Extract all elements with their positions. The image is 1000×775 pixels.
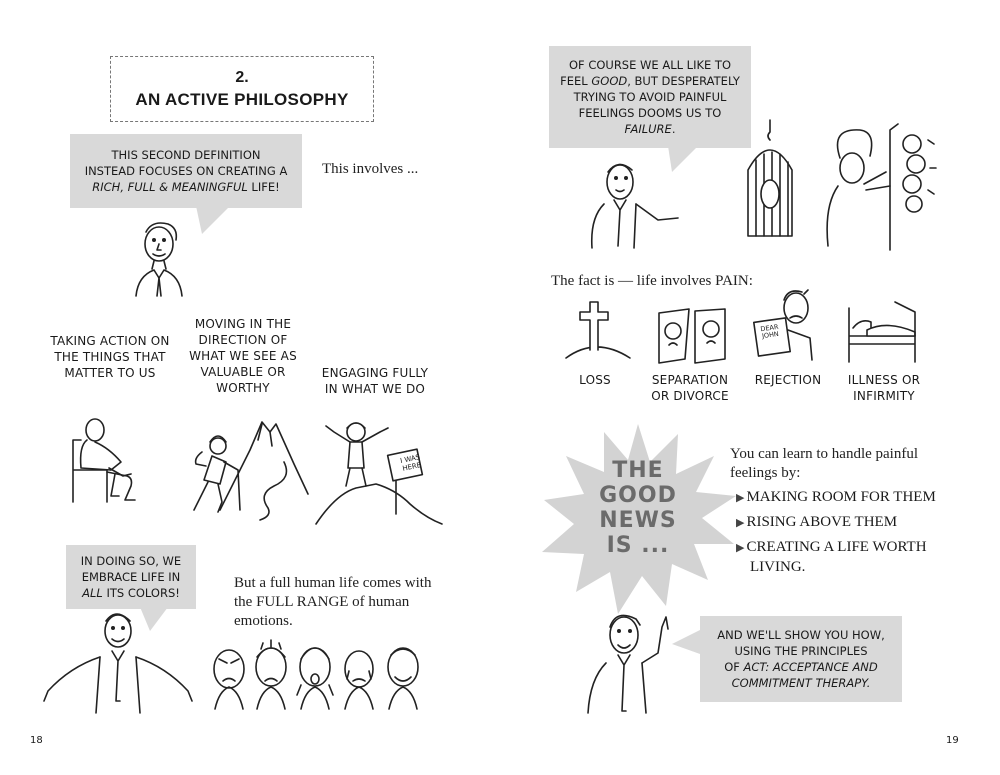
speech-bubble-definition <box>70 134 302 208</box>
was-here-sign-text: I WAS HERE <box>399 453 422 473</box>
involves-text: This involves ... <box>322 161 419 177</box>
bubble-line: . <box>671 122 676 136</box>
gesturing-man-illustration <box>570 158 690 253</box>
triangle-bullet-icon: ▶ <box>736 492 745 504</box>
face-angry <box>214 650 244 709</box>
coping-list <box>736 488 936 582</box>
bubble-line: AND WE'LL SHOW YOU HOW, <box>717 628 885 642</box>
chapter-title: AN ACTIVE PHILOSOPHY <box>135 89 349 109</box>
list-item-text: MAKING ROOM FOR THEM <box>746 489 936 505</box>
bubble-emphasis: FAILURE <box>624 122 672 136</box>
face-happy <box>388 648 418 709</box>
bubble-line: INSTEAD FOCUSES ON CREATING A <box>84 164 288 178</box>
triangle-bullet-icon: ▶ <box>736 542 745 554</box>
bubble-line: OF COURSE WE ALL LIKE TO <box>569 58 731 72</box>
chapter-title-box <box>110 56 374 122</box>
list-item-text: CREATING A LIFE WORTH LIVING. <box>746 539 927 575</box>
good-news-line: IS ... <box>606 533 670 558</box>
caption-engaging-fully: ENGAGING FULLY IN WHAT WE DO <box>321 366 429 396</box>
bubble-line: OF <box>724 660 744 674</box>
face-sad <box>256 640 286 709</box>
bubble-line: LIFE! <box>247 180 280 194</box>
bubble-emphasis: COMMITMENT THERAPY. <box>731 676 871 690</box>
bubble-line: FEELINGS DOOMS US TO <box>578 106 722 120</box>
narrator-man-illustration <box>132 218 192 298</box>
bubble-emphasis: GOOD <box>591 74 628 88</box>
dear-john-letter-text: DEAR JOHN <box>759 322 780 341</box>
bubble-tail <box>196 206 236 236</box>
fact-text: The fact is — life involves PAIN: <box>551 273 753 289</box>
speech-bubble-act <box>700 616 902 702</box>
list-item-text: RISING ABOVE THEM <box>746 514 898 530</box>
bubble-emphasis: ALL <box>82 586 103 600</box>
face-scared <box>297 648 333 709</box>
bubble-tail <box>672 630 712 660</box>
birdcage-woman-illustration <box>740 120 940 250</box>
right-page <box>500 0 1000 775</box>
learn-text: You can learn to handle painful feelings by: <box>730 446 919 481</box>
bubble-line: TRYING TO AVOID PAINFUL <box>573 90 727 104</box>
bubble-emphasis: RICH, FULL & MEANINGFUL <box>92 180 248 194</box>
page-number-left: 18 <box>30 735 43 746</box>
bubble-line: , BUT DESPERATELY <box>627 74 740 88</box>
good-news-line: THE <box>612 458 664 483</box>
label-separation: SEPARATION OR DIVORCE <box>651 373 729 403</box>
label-illness: ILLNESS OR INFIRMITY <box>847 373 921 403</box>
list-item <box>736 488 936 508</box>
speech-bubble-feel-good <box>549 46 751 148</box>
bubble-line: IN DOING SO, WE <box>80 554 182 568</box>
list-item <box>736 513 936 533</box>
summit-man-illustration <box>316 412 446 527</box>
triangle-bullet-icon: ▶ <box>736 517 745 529</box>
label-loss: LOSS <box>579 373 611 387</box>
sickbed-illustration <box>845 302 925 364</box>
bubble-line: USING THE PRINCIPLES <box>734 644 868 658</box>
bubble-line: FEEL <box>560 74 592 88</box>
open-arms-man-illustration <box>40 605 190 715</box>
bubble-line: THIS SECOND DEFINITION <box>111 148 261 162</box>
bubble-line: EMBRACE LIFE IN <box>81 570 181 584</box>
pointing-man-illustration <box>584 605 694 715</box>
good-news-heading <box>578 458 698 558</box>
list-item <box>736 538 930 577</box>
good-news-line: NEWS <box>599 508 677 533</box>
speech-bubble-embrace <box>66 545 196 609</box>
grave-cross-illustration <box>566 300 636 362</box>
caption-moving-direction: MOVING IN THE DIRECTION OF WHAT WE SEE AS VALUABLE OR WORTHY <box>189 317 297 395</box>
face-tearful <box>345 651 373 709</box>
emotion-faces-illustration <box>205 635 435 710</box>
good-news-line: GOOD <box>599 483 677 508</box>
page-number-right: 19 <box>946 735 959 746</box>
bubble-line: ITS COLORS! <box>102 586 180 600</box>
hiker-mountain-illustration <box>180 410 310 525</box>
bubble-emphasis: ACT: ACCEPTANCE AND <box>743 660 878 674</box>
emotions-text: But a full human life comes with the FULL RANGE of human emotions. <box>234 575 432 629</box>
seated-man-illustration <box>65 410 145 510</box>
label-rejection: REJECTION <box>754 373 822 387</box>
caption-taking-action: TAKING ACTION ON THE THINGS THAT MATTER TO US <box>50 334 170 380</box>
torn-photo-illustration <box>655 305 735 367</box>
chapter-number: 2. <box>235 68 249 86</box>
